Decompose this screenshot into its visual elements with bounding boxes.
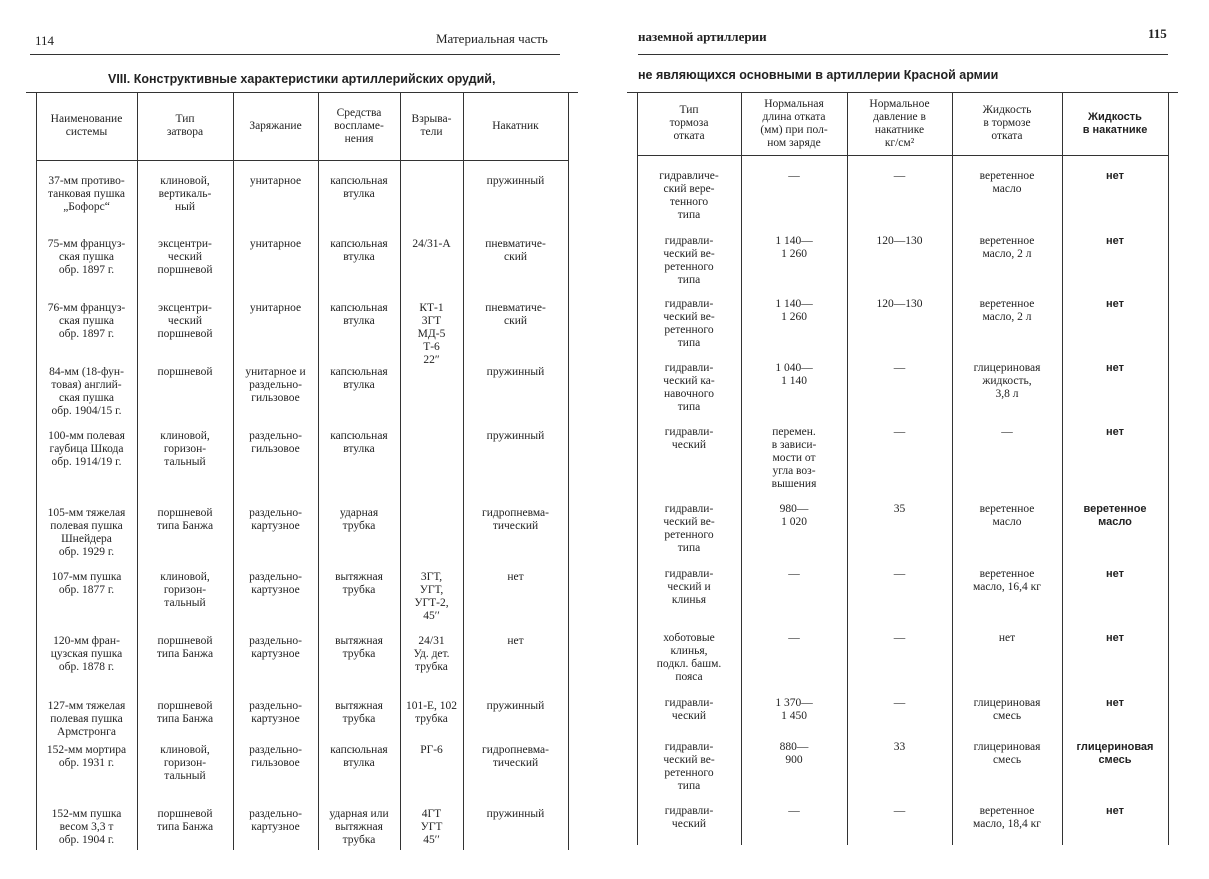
left_page-table-cell: 107-мм пушка обр. 1877 г. <box>51 571 122 596</box>
right_page-table-cell: глицериновая смесь <box>973 697 1041 722</box>
right_page-table-cell: — <box>788 170 800 182</box>
left_page-column-divider <box>318 92 319 850</box>
right_page-table-cell: 880— 900 <box>779 741 809 766</box>
right_page-table-cell: веретенное масло <box>979 170 1035 195</box>
right_page-table-cell: — <box>893 697 906 709</box>
right_page-table-cell: нет <box>1105 805 1124 817</box>
left_page-table-cell: клиновой, вертикаль- ный <box>158 175 212 213</box>
right_page-table-cell: — <box>893 632 906 644</box>
left_page-table-cell: пружинный <box>486 808 545 820</box>
left_page-column-header: Наименование системы <box>50 113 123 138</box>
right_page-table-cell: — <box>788 632 800 644</box>
left_page-table-cell: 100-мм полевая гаубица Шкода обр. 1914/19 г. <box>48 430 125 468</box>
left_page-table-cell: капсюльная втулка <box>330 744 388 769</box>
left-table-title: VIII. Конструктивные характеристики артиллерийских орудий, <box>108 72 496 86</box>
right_page-table-cell: 35 <box>893 503 906 515</box>
left_page-table-cell: нет <box>507 571 524 583</box>
left_page-table-cell: капсюльная втулка <box>330 366 388 391</box>
left_page-table-cell: вытяжная трубка <box>335 700 383 725</box>
left_page-table-cell: РГ-6 <box>420 744 443 756</box>
left_page-column-divider <box>568 92 569 850</box>
left_page-table-cell: вытяжная трубка <box>335 635 383 660</box>
right_page-column-divider <box>1168 92 1169 845</box>
left_page-table-cell: унитарное и раздельно- гильзовое <box>245 366 306 404</box>
left_page-table-cell: 120-мм фран- цузская пушка обр. 1878 г. <box>50 635 123 673</box>
right_page-table-cell: гидравли- ческий ве- ретенного типа <box>663 503 715 554</box>
right_page-table-cell: нет <box>1105 632 1124 644</box>
left_page-table-cell: поршневой типа Банжа <box>156 507 214 532</box>
left_page-table-cell: 76-мм француз- ская пушка обр. 1897 г. <box>47 302 126 340</box>
left-header-rule <box>30 54 560 55</box>
right_page-table-cell: 120—130 <box>876 298 923 310</box>
right_page-header-rule <box>637 155 1168 156</box>
right_page-column-divider <box>847 92 848 845</box>
right_page-table-cell: нет <box>1105 235 1124 247</box>
right_page-table-cell: гидравли- ческий ве- ретенного типа <box>663 235 715 286</box>
right_page-column-header: Нормальное давление в накатнике кг/см² <box>869 97 930 149</box>
right_page-column-header: Нормальная длина отката (мм) при пол- ном заряде <box>760 97 828 149</box>
left_page-column-divider <box>463 92 464 850</box>
left_page-table-cell: пневматиче- ский <box>485 238 546 263</box>
left_page-column-divider <box>233 92 234 850</box>
left_page-table-cell: поршневой <box>157 366 213 378</box>
right_page-table-cell: нет <box>1105 568 1124 580</box>
right_page-table-cell: гидравли- ческий и клинья <box>664 568 714 606</box>
right_page-table-cell: глицериновая смесь <box>1076 741 1154 766</box>
left_page-table-cell: пружинный <box>486 175 545 187</box>
right_page-table-cell: нет <box>998 632 1016 644</box>
left-page-number: 114 <box>35 33 55 48</box>
left_page-top-rule <box>26 92 578 93</box>
right_page-table-cell: — <box>893 362 906 374</box>
right_page-table-cell: веретенное масло <box>979 503 1035 528</box>
right_page-table-cell: глицериновая смесь <box>973 741 1041 766</box>
right_page-table-cell: — <box>1001 426 1013 438</box>
right_page-table-cell: нет <box>1105 298 1124 310</box>
right_page-table-cell: 33 <box>893 741 906 753</box>
left_page-table-cell: поршневой типа Банжа <box>156 808 214 833</box>
left_page-table-cell: раздельно- гильзовое <box>249 430 302 455</box>
right_page-table-cell: нет <box>1105 697 1124 709</box>
right_page-table-cell: гидравли- ческий <box>664 426 714 451</box>
right-running-head: наземной артиллерии <box>638 29 767 44</box>
right_page-table-cell: 980— 1 020 <box>779 503 809 528</box>
right_page-table-cell: — <box>788 805 800 817</box>
left_page-column-header: Накатник <box>492 119 539 132</box>
left_page-table-cell: раздельно- картузное <box>249 507 302 532</box>
left_page-table-cell: 152-мм пушка весом 3,3 т обр. 1904 г. <box>51 808 122 846</box>
right_page-column-divider <box>952 92 953 845</box>
left_page-table-cell: эксцентри- ческий поршневой <box>157 238 213 276</box>
left_page-table-cell: гидропневма- тический <box>481 507 549 532</box>
left_page-table-cell: капсюльная втулка <box>330 430 388 455</box>
left_page-column-header: Заряжание <box>249 119 302 132</box>
left_page-table-cell: поршневой типа Банжа <box>156 635 214 660</box>
left_page-table-cell: 84-мм (18-фун- товая) англий- ская пушка обр. 1904/15 г. <box>49 366 124 417</box>
right_page-table-cell: — <box>893 170 906 182</box>
left_page-column-divider <box>400 92 401 850</box>
right_page-table-cell: веретенное масло <box>1083 503 1147 528</box>
left_page-table-cell: нет <box>507 635 524 647</box>
left_page-column-header: Взрыва- тели <box>411 113 452 138</box>
left-running-head: Материальная часть <box>436 31 548 46</box>
left_page-table-cell: вытяжная трубка <box>335 571 383 596</box>
left_page-table-cell: 101-Е, 102 трубка <box>405 700 458 725</box>
right_page-table-cell: гидравличе- ский вере- тенного типа <box>659 170 719 221</box>
right_page-table-cell: нет <box>1105 426 1124 438</box>
right_page-table-cell: — <box>893 426 906 438</box>
right_page-table-cell: веретенное масло, 18,4 кг <box>973 805 1041 830</box>
right_page-top-rule <box>627 92 1178 93</box>
right_page-table-cell: нет <box>1105 362 1124 374</box>
right_page-table-cell: 1 140— 1 260 <box>775 298 813 323</box>
right_page-table-cell: гидравли- ческий ка- навочного типа <box>663 362 715 413</box>
left_page-table-cell: пружинный <box>486 366 545 378</box>
left_page-table-cell: 24/31-А <box>412 238 451 250</box>
right_page-table-cell: 1 040— 1 140 <box>775 362 813 387</box>
left_page-table-cell: клиновой, горизон- тальный <box>160 430 210 468</box>
left_page-table-cell: поршневой типа Банжа <box>156 700 214 725</box>
right_page-column-header: Тип тормоза отката <box>669 104 709 142</box>
left_page-table-cell: унитарное <box>249 238 302 250</box>
right_page-table-cell: — <box>893 805 906 817</box>
left_page-table-cell: 3ГТ, УГТ, УГТ-2, 45′′ <box>414 571 449 622</box>
left_page-table-cell: пружинный <box>486 700 545 712</box>
right-page-number: 115 <box>1148 26 1167 41</box>
left_page-table-cell: 105-мм тяжелая полевая пушка Шнейдера обр. 1929 г. <box>47 507 126 558</box>
right_page-table-cell: веретенное масло, 16,4 кг <box>973 568 1041 593</box>
left_page-table-cell: клиновой, горизон- тальный <box>160 571 210 609</box>
right_page-table-cell: перемен. в зависи- мости от угла воз- вышения <box>771 426 817 490</box>
right-table-title: не являющихся основными в артиллерии Красной армии <box>638 68 999 82</box>
right_page-column-divider <box>1062 92 1063 845</box>
right-header-rule <box>638 54 1168 55</box>
left_page-table-cell: 127-мм тяжелая полевая пушка Армстронга <box>47 700 126 738</box>
left_page-table-cell: ударная трубка <box>339 507 379 532</box>
right_page-table-cell: 120—130 <box>876 235 923 247</box>
right_page-column-header: Жидкость в тормозе отката <box>982 104 1032 142</box>
right_page-table-cell: веретенное масло, 2 л <box>979 298 1035 323</box>
left_page-table-cell: 24/31 Уд. дет. трубка <box>413 635 450 673</box>
right_page-table-cell: нет <box>1105 170 1124 182</box>
left_page-table-cell: 4ГТ УГТ 45′′ <box>420 808 443 846</box>
left_page-column-header: Тип затвора <box>166 113 204 138</box>
left_page-table-cell: 37-мм противо- танковая пушка „Бофорс“ <box>47 175 125 213</box>
left_page-table-cell: раздельно- картузное <box>249 700 302 725</box>
left_page-table-cell: капсюльная втулка <box>330 175 388 200</box>
left_page-table-cell: капсюльная втулка <box>330 238 388 263</box>
left_page-table-cell: клиновой, горизон- тальный <box>160 744 210 782</box>
left_page-table-cell: унитарное <box>249 302 302 314</box>
right_page-table-cell: — <box>788 568 800 580</box>
right_page-table-cell: гидравли- ческий <box>664 697 714 722</box>
left_page-table-cell: 75-мм француз- ская пушка обр. 1897 г. <box>47 238 126 276</box>
right_page-table-cell: гидравли- ческий ве- ретенного типа <box>663 741 715 792</box>
right_page-table-cell: гидравли- ческий ве- ретенного типа <box>663 298 715 349</box>
left_page-table-cell: раздельно- картузное <box>249 808 302 833</box>
left_page-table-cell: КТ-1 3ГТ МД-5 Т-6 22″ <box>417 302 446 366</box>
right_page-table-cell: — <box>893 568 906 580</box>
right_page-table-cell: веретенное масло, 2 л <box>979 235 1035 260</box>
right_page-table-cell: хоботовые клинья, подкл. башм. пояса <box>656 632 722 683</box>
left_page-column-header: Средства воспламе- нения <box>334 106 384 145</box>
left_page-header-rule <box>36 160 568 161</box>
right_page-table-cell: гидравли- ческий <box>664 805 714 830</box>
left_page-table-cell: 152-мм мортира обр. 1931 г. <box>46 744 127 769</box>
right_page-table-cell: глицериновая жидкость, 3,8 л <box>973 362 1041 400</box>
left_page-table-cell: раздельно- картузное <box>249 571 302 596</box>
right_page-table-cell: 1 140— 1 260 <box>775 235 813 260</box>
left_page-table-cell: раздельно- гильзовое <box>249 744 302 769</box>
left_page-table-cell: капсюльная втулка <box>330 302 388 327</box>
left_page-table-cell: гидропневма- тический <box>481 744 549 769</box>
left_page-table-cell: эксцентри- ческий поршневой <box>157 302 213 340</box>
left_page-table-cell: ударная или вытяжная трубка <box>329 808 389 846</box>
right_page-column-header: Жидкость в накатнике <box>1082 110 1148 136</box>
left_page-table-cell: пневматиче- ский <box>485 302 546 327</box>
left_page-table-cell: пружинный <box>486 430 545 442</box>
left_page-table-cell: раздельно- картузное <box>249 635 302 660</box>
right_page-table-cell: 1 370— 1 450 <box>775 697 813 722</box>
left_page-table-cell: унитарное <box>249 175 302 187</box>
